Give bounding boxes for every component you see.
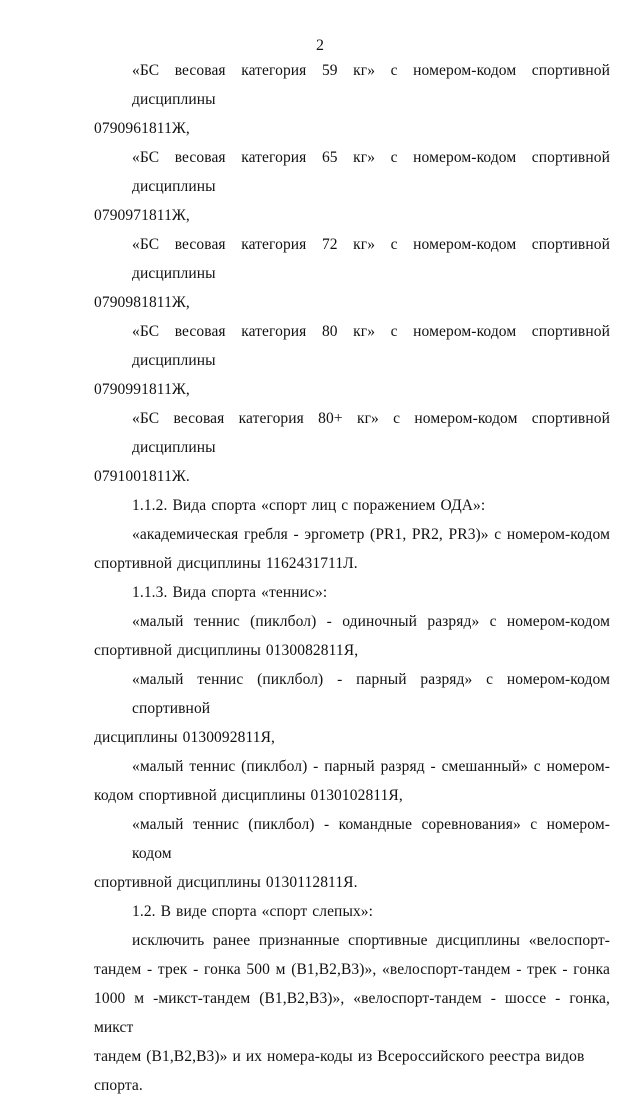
page-number: 2: [316, 37, 324, 54]
paragraph-weight-80-plus: [94, 404, 610, 491]
paragraph-line: 0790961811Ж,: [94, 120, 190, 137]
paragraph-pickleball-doubles: [94, 665, 610, 752]
paragraph-line: тандем (B1,B2,B3)» и их номера-коды из Всероссийского реестра видов спорта.: [94, 1048, 585, 1094]
paragraph-line: «БС весовая категория 80 кг» с номером-кодом спортивной дисциплины: [132, 323, 610, 369]
paragraph-weight-59: [94, 56, 610, 143]
paragraph-line: кодом спортивной дисциплины 0130102811Я,: [94, 787, 403, 804]
paragraph-line: «БС весовая категория 65 кг» с номером-кодом спортивной дисциплины: [132, 149, 610, 195]
paragraph-line: 1000 м -микст-тандем (B1,B2,B3)», «велоспорт-тандем - шоссе - гонка, микст: [94, 990, 610, 1036]
paragraph-line: 0790981811Ж,: [94, 294, 190, 311]
paragraph-line: исключить ранее признанные спортивные дисциплины «велоспорт-: [132, 932, 610, 949]
paragraph-line: «БС весовая категория 72 кг» с номером-кодом спортивной дисциплины: [132, 236, 610, 282]
paragraph-line: 0791001811Ж.: [94, 468, 190, 485]
paragraph-line: 1.1.2. Вида спорта «спорт лиц с поражением ОДА»:: [132, 497, 486, 514]
document-body: [94, 56, 610, 1100]
paragraph-line: спортивной дисциплины 0130112811Я.: [94, 874, 358, 891]
section-heading-1-1-3: [94, 578, 610, 607]
paragraph-line: «академическая гребля - эргометр (PR1, PR2, PR3)» с номером-кодом: [132, 526, 610, 543]
paragraph-line: «малый теннис (пиклбол) - парный разряд» с номером-кодом спортивной: [132, 671, 610, 717]
paragraph-pickleball-team: [94, 810, 610, 897]
paragraph-line: «БС весовая категория 59 кг» с номером-кодом спортивной дисциплины: [132, 62, 610, 108]
paragraph-line: «малый теннис (пиклбол) - одиночный разряд» с номером-кодом: [132, 613, 610, 630]
paragraph-pickleball-singles: [94, 607, 610, 665]
paragraph-line: 1.1.3. Вида спорта «теннис»:: [132, 584, 328, 601]
paragraph-weight-72: [94, 230, 610, 317]
paragraph-line: 0790991811Ж,: [94, 381, 190, 398]
paragraph-pickleball-mixed: [94, 752, 610, 810]
paragraph-exclude-disciplines: [94, 926, 610, 1100]
paragraph-line: дисциплины 0130092811Я,: [94, 729, 275, 746]
paragraph-line: «малый теннис (пиклбол) - командные соревнования» с номером-кодом: [132, 816, 610, 862]
paragraph-line: тандем - трек - гонка 500 м (B1,B2,B3)», «велоспорт-тандем - трек - гонка: [94, 961, 610, 978]
section-heading-1-2: [94, 897, 610, 926]
paragraph-weight-80: [94, 317, 610, 404]
paragraph-line: «БС весовая категория 80+ кг» с номером-кодом спортивной дисциплины: [132, 410, 610, 456]
paragraph-line: 0790971811Ж,: [94, 207, 190, 224]
section-heading-1-1-2: [94, 491, 610, 520]
paragraph-weight-65: [94, 143, 610, 230]
paragraph-line: 1.2. В виде спорта «спорт слепых»:: [132, 903, 374, 920]
paragraph-rowing-ergometer: [94, 520, 610, 578]
paragraph-line: спортивной дисциплины 1162431711Л.: [94, 555, 358, 572]
paragraph-line: «малый теннис (пиклбол) - парный разряд - смешанный» с номером-: [132, 758, 610, 775]
paragraph-line: спортивной дисциплины 0130082811Я,: [94, 642, 359, 659]
